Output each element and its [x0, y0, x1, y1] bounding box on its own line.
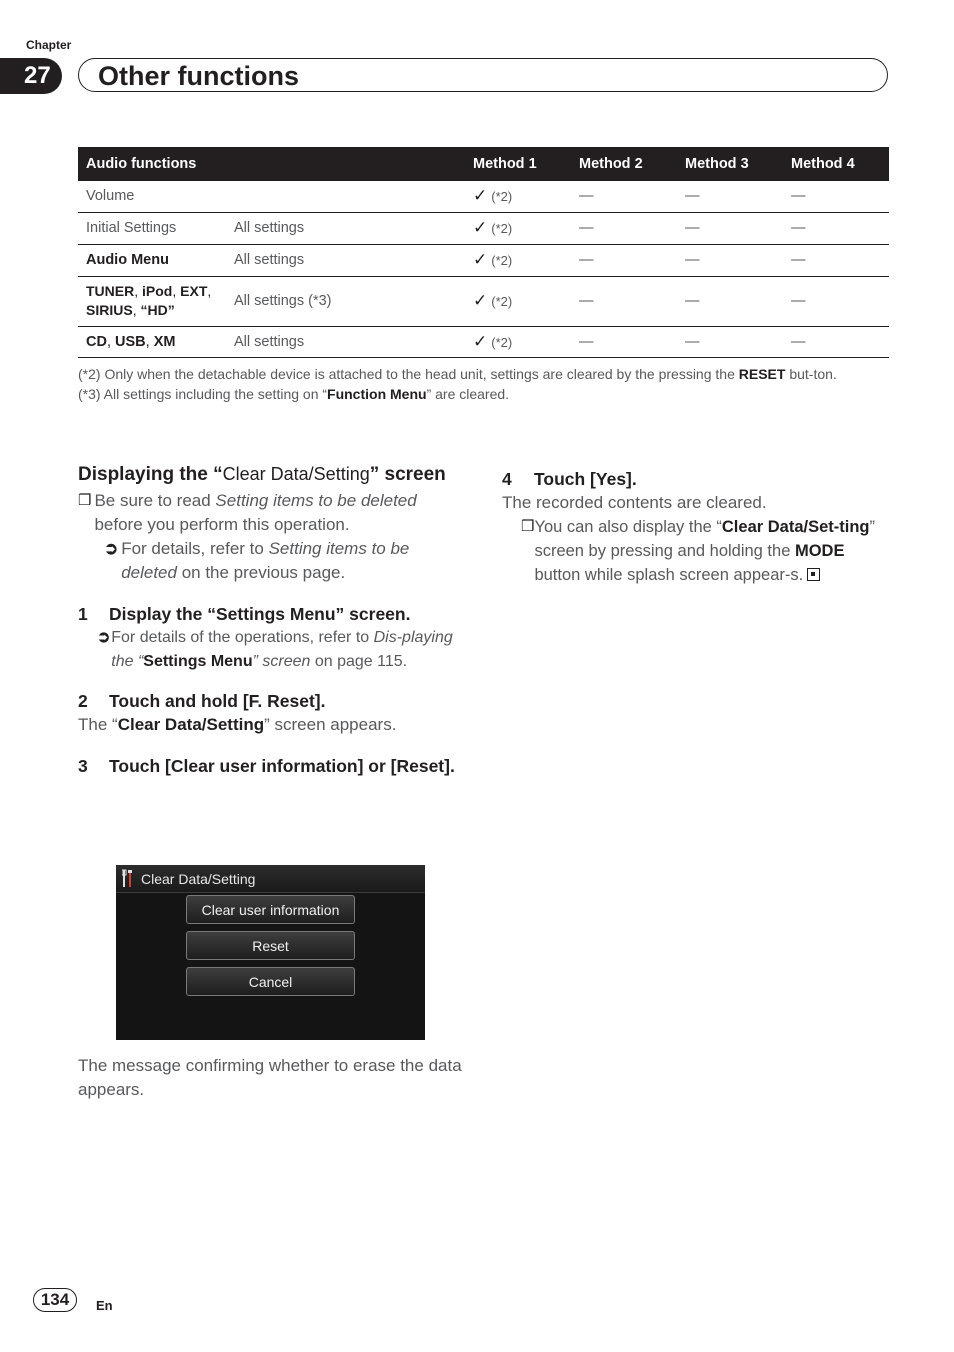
step-2 — [78, 689, 463, 713]
check-mark-icon: ✓ — [473, 291, 488, 310]
text: button while splash screen appear-s. — [534, 566, 804, 584]
step-1 — [78, 602, 463, 626]
step-text: Touch [Yes]. — [534, 469, 637, 489]
note-bullet — [502, 515, 887, 587]
separator: , — [172, 283, 181, 299]
cancel-button[interactable]: Cancel — [186, 967, 355, 996]
row-name: Volume — [78, 181, 226, 212]
method-4-cell: — — [783, 276, 889, 326]
page-number: 134 — [33, 1288, 77, 1312]
text: Be sure to read — [94, 491, 216, 510]
header-method-3: Method 3 — [677, 147, 783, 181]
row-name — [78, 276, 226, 326]
row-setting: All settings — [226, 244, 465, 276]
footnote-3 — [78, 384, 888, 404]
text: For details, refer to — [121, 539, 269, 558]
header-method-1: Method 1 — [465, 147, 571, 181]
source-hd: “HD” — [140, 302, 175, 318]
clear-user-information-button[interactable]: Clear user information — [186, 895, 355, 924]
text: For details of the operations, refer to — [111, 629, 374, 646]
method-1-cell — [465, 326, 571, 357]
method-2-cell: — — [571, 244, 677, 276]
heading-text: ” screen — [369, 464, 446, 485]
heading-text: Displaying the “ — [78, 464, 223, 485]
source-tuner: TUNER — [86, 283, 135, 299]
separator: , — [134, 283, 143, 299]
step-text: Display the “Settings Menu” screen. — [109, 604, 411, 624]
bullet-text — [111, 626, 463, 673]
screen-header — [116, 865, 425, 893]
method-3-cell: — — [677, 326, 783, 357]
row-setting — [226, 181, 465, 212]
separator: , — [132, 302, 141, 318]
text: ” screen by pressing and holding the — [534, 518, 876, 560]
screen-title: Clear Data/Setting — [141, 871, 256, 887]
heading-screen-name: Clear Data/Setting — [222, 464, 370, 484]
table-row — [78, 212, 889, 244]
arrow-icon: ➲ — [104, 539, 119, 558]
source-ipod: iPod — [142, 283, 173, 299]
method-3-cell: — — [677, 244, 783, 276]
row-name: Initial Settings — [78, 212, 226, 244]
footnote-text: ” are cleared. — [426, 386, 510, 402]
language-label: En — [96, 1298, 113, 1313]
text: on the previous page. — [176, 563, 346, 582]
footnote-ref: (*2) — [491, 189, 513, 205]
table-footnotes — [78, 364, 888, 404]
table-header-row — [78, 147, 889, 181]
checkbox-bullet-icon: ❒ — [78, 492, 92, 509]
check-mark-icon: ✓ — [473, 186, 488, 206]
footnote-2 — [78, 364, 888, 384]
reference-bullet — [78, 626, 463, 673]
function-menu-label: Function Menu — [327, 386, 427, 402]
mode-button-label: MODE — [794, 542, 845, 560]
row-setting: All settings (*3) — [226, 276, 465, 326]
check-mark-icon: ✓ — [473, 331, 488, 351]
step-3 — [78, 754, 463, 778]
bullet-text — [534, 515, 887, 587]
table-row — [78, 326, 889, 357]
check-mark-icon: ✓ — [473, 218, 488, 237]
method-2-cell: — — [571, 326, 677, 357]
text: ” screen appears. — [264, 715, 397, 734]
step-2-body — [78, 713, 463, 737]
separator: , — [106, 333, 116, 350]
reset-button-label: RESET — [738, 366, 786, 382]
reference-link: Settings Menu — [143, 652, 253, 670]
source-cd: CD — [86, 333, 107, 350]
method-2-cell: — — [571, 276, 677, 326]
arrow-icon: ➲ — [97, 629, 111, 646]
step-4 — [502, 467, 887, 491]
screenshot-caption: The message confirming whether to erase the data appears. — [78, 1056, 462, 1099]
check-mark-icon: ✓ — [473, 250, 488, 269]
left-column — [78, 462, 463, 778]
step-number: 2 — [78, 691, 88, 711]
footnote-text: but-ton. — [785, 366, 837, 382]
reference-bullet — [78, 537, 463, 585]
reference-link: ” screen — [252, 652, 311, 670]
step-number: 3 — [78, 756, 88, 776]
table-row — [78, 276, 889, 326]
step-number: 4 — [502, 469, 512, 489]
source-ext: EXT — [180, 283, 208, 299]
page-title: Other functions — [98, 61, 299, 91]
step-4-body: The recorded contents are cleared. — [502, 493, 767, 512]
method-1-cell — [465, 212, 571, 244]
footnote-ref: (*2) — [491, 334, 513, 350]
footnote-text: (*2) Only when the detachable device is attached to the head unit, settings are cleared by the pressing the — [78, 366, 739, 382]
method-4-cell: — — [783, 212, 889, 244]
footnote-text: (*3) All settings including the setting on “ — [78, 386, 328, 402]
note-bullet — [78, 489, 463, 537]
method-3-cell: — — [677, 181, 783, 212]
clear-data-setting-screenshot — [116, 865, 425, 1040]
source-sirius: SIRIUS — [86, 302, 133, 318]
reference-link: Dis-playing the “ — [111, 629, 453, 670]
header-method-2: Method 2 — [571, 147, 677, 181]
footnote-ref: (*2) — [491, 294, 513, 309]
reference-link: Setting items to be deleted — [121, 539, 410, 582]
section-heading — [78, 462, 463, 487]
bullet-text — [94, 489, 463, 537]
step-number: 1 — [78, 604, 88, 624]
row-name: Audio Menu — [78, 244, 226, 276]
table-row — [78, 181, 889, 212]
method-4-cell: — — [783, 244, 889, 276]
reset-button[interactable]: Reset — [186, 931, 355, 960]
footnote-ref: (*2) — [491, 221, 513, 236]
method-2-cell: — — [571, 212, 677, 244]
method-3-cell: — — [677, 212, 783, 244]
separator: , — [207, 283, 212, 299]
separator: , — [145, 333, 154, 350]
footnote-ref: (*2) — [491, 253, 513, 268]
tools-icon — [122, 869, 134, 888]
method-1-cell — [465, 276, 571, 326]
chapter-label: Chapter — [26, 38, 72, 52]
reference-link: Setting items to be deleted — [215, 491, 417, 510]
step-text: Touch [Clear user information] or [Reset]. — [109, 756, 455, 776]
row-setting: All settings — [226, 212, 465, 244]
table-row — [78, 244, 889, 276]
checkbox-bullet-icon: ❒ — [521, 518, 535, 535]
method-4-cell: — — [783, 326, 889, 357]
method-1-cell — [465, 244, 571, 276]
audio-functions-table — [78, 147, 889, 358]
header-method-4: Method 4 — [783, 147, 889, 181]
row-setting: All settings — [226, 326, 465, 357]
header-audio-functions: Audio functions — [78, 147, 465, 181]
row-name — [78, 326, 226, 357]
right-column — [502, 467, 887, 587]
text: before you perform this operation. — [94, 515, 350, 534]
method-3-cell: — — [677, 276, 783, 326]
chapter-number: 27 — [0, 58, 62, 94]
text: You can also display the “ — [534, 518, 722, 536]
end-mark-icon — [807, 568, 820, 581]
screen-name: Clear Data/Set-ting — [721, 518, 870, 536]
text: The “ — [78, 715, 118, 734]
source-usb: USB — [115, 333, 146, 350]
method-2-cell: — — [571, 181, 677, 212]
step-text: Touch and hold [F. Reset]. — [109, 691, 326, 711]
method-1-cell — [465, 181, 571, 212]
text: on page 115. — [310, 652, 408, 670]
screen-name: Clear Data/Setting — [117, 715, 265, 734]
source-xm: XM — [153, 333, 176, 350]
method-4-cell: — — [783, 181, 889, 212]
bullet-text — [121, 537, 463, 585]
